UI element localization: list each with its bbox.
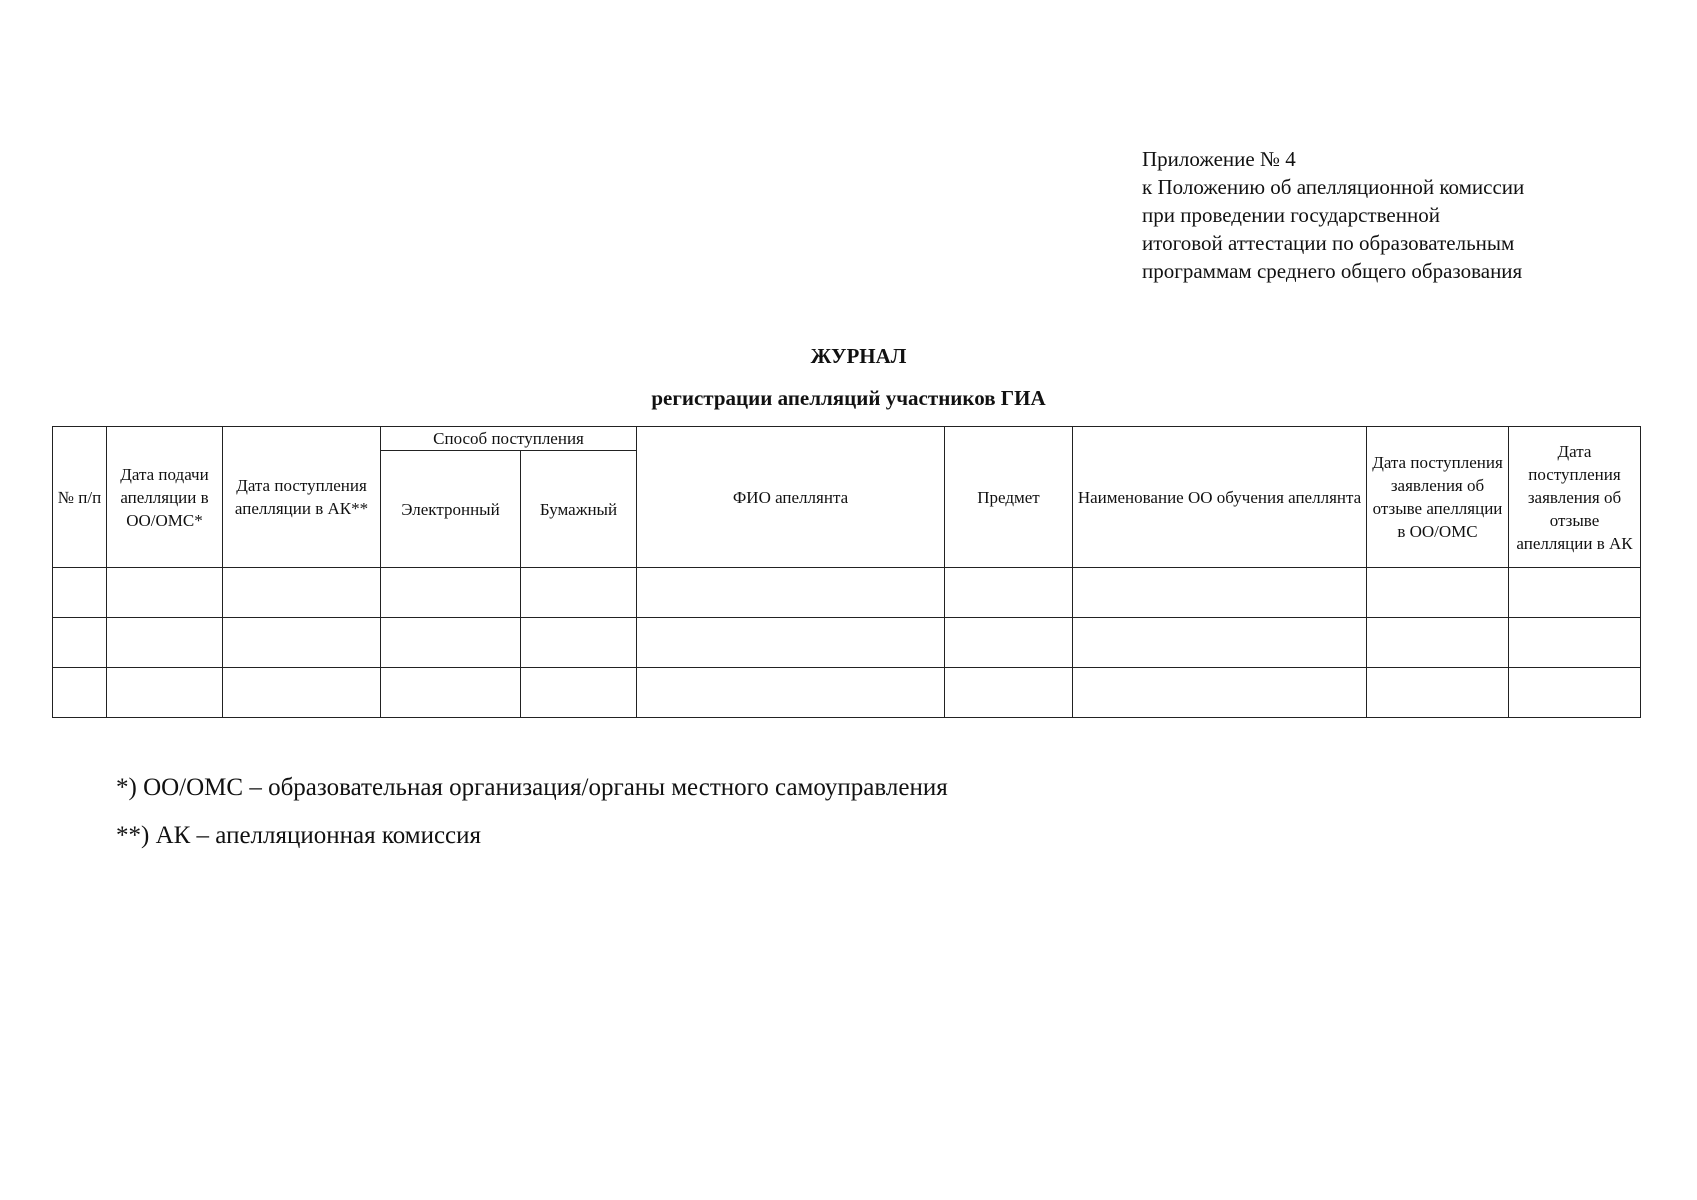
header-school: Наименование ОО обучения апеллянта <box>1073 427 1367 568</box>
table-cell[interactable] <box>1073 618 1367 668</box>
table-cell[interactable] <box>945 568 1073 618</box>
document-subtitle: регистрации апелляций участников ГИА <box>651 386 1046 410</box>
table-cell[interactable] <box>107 568 223 618</box>
table-cell[interactable] <box>223 668 381 718</box>
table-cell[interactable] <box>1509 668 1641 718</box>
table-cell[interactable] <box>107 668 223 718</box>
table-cell[interactable] <box>1509 618 1641 668</box>
header-subject: Предмет <box>945 427 1073 568</box>
table-cell[interactable] <box>637 568 945 618</box>
header-date-submit: Дата подачи апелляции в ОО/ОМС* <box>107 427 223 568</box>
footnote-oo-omc: *) ОО/ОМС – образовательная организация/органы местного самоуправления <box>116 774 948 801</box>
appeals-journal-table <box>52 426 1641 718</box>
table-row <box>53 618 1641 668</box>
table-cell[interactable] <box>381 568 521 618</box>
header-withdraw-ak: Дата поступления заявления об отзыве апелляции в АК <box>1509 427 1641 568</box>
appendix-line: к Положению об апелляционной комиссии <box>1142 175 1525 199</box>
table-cell[interactable] <box>521 668 637 718</box>
header-method-group: Способ поступления <box>381 427 637 451</box>
appendix-line: итоговой аттестации по образовательным <box>1142 231 1515 255</box>
table-cell[interactable] <box>1073 568 1367 618</box>
table-cell[interactable] <box>381 668 521 718</box>
appendix-line: программам среднего общего образования <box>1142 259 1523 283</box>
table-row <box>53 568 1641 618</box>
table-cell[interactable] <box>1367 668 1509 718</box>
table-cell[interactable] <box>1367 618 1509 668</box>
table-cell[interactable] <box>1509 568 1641 618</box>
table-cell[interactable] <box>107 618 223 668</box>
table-cell[interactable] <box>945 618 1073 668</box>
table-cell[interactable] <box>381 618 521 668</box>
document-title: ЖУРНАЛ <box>810 344 907 368</box>
header-method-paper: Бумажный <box>521 451 637 568</box>
header-method-electronic: Электронный <box>381 451 521 568</box>
appendix-line: при проведении государственной <box>1142 203 1440 227</box>
table-header-row <box>53 427 1641 451</box>
table-cell[interactable] <box>637 618 945 668</box>
table-cell[interactable] <box>945 668 1073 718</box>
footnotes <box>116 764 948 860</box>
header-date-receive: Дата поступления апелляции в АК** <box>223 427 381 568</box>
table-cell[interactable] <box>637 668 945 718</box>
table-cell[interactable] <box>1073 668 1367 718</box>
header-num: № п/п <box>53 427 107 568</box>
table-cell[interactable] <box>53 618 107 668</box>
table-cell[interactable] <box>521 568 637 618</box>
footnote-ak: **) АК – апелляционная комиссия <box>116 822 482 849</box>
table-cell[interactable] <box>53 668 107 718</box>
table-cell[interactable] <box>1367 568 1509 618</box>
table-cell[interactable] <box>223 568 381 618</box>
table-cell[interactable] <box>53 568 107 618</box>
table-cell[interactable] <box>521 618 637 668</box>
appendix-line: Приложение № 4 <box>1142 147 1296 171</box>
header-withdraw-oo: Дата поступления заявления об отзыве апелляции в ОО/ОМС <box>1367 427 1509 568</box>
header-fio: ФИО апеллянта <box>637 427 945 568</box>
table-row <box>53 668 1641 718</box>
table-cell[interactable] <box>223 618 381 668</box>
appendix-block <box>1142 145 1662 285</box>
